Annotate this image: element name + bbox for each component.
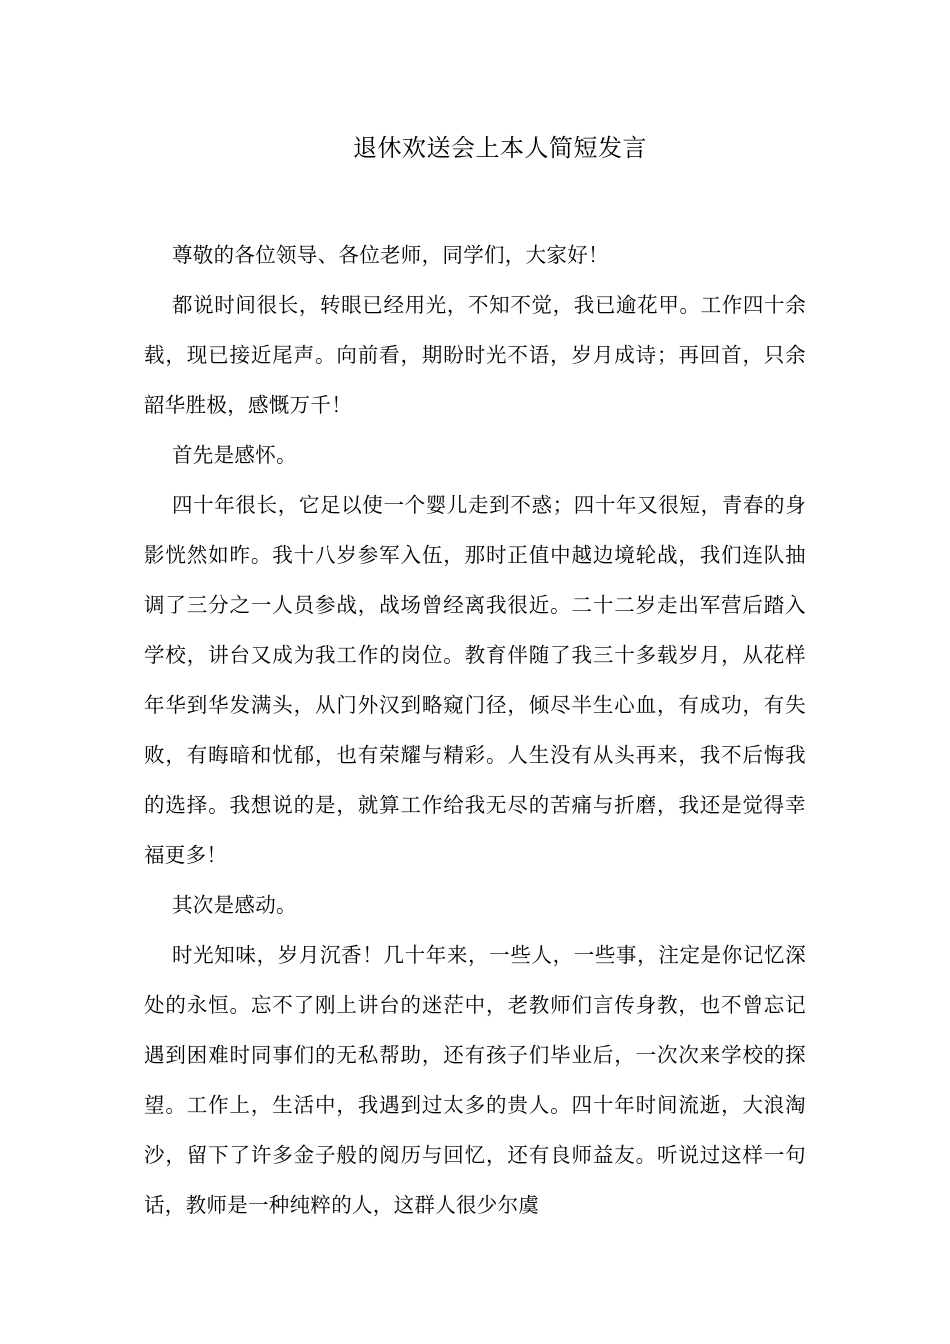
paragraph-gratitude: 时光知味，岁月沉香！几十年来，一些人，一些事，注定是你记忆深处的永恒。忘不了刚上讲台的迷茫中，老教师们言传身教，也不曾忘记遇到困难时同事们的无私帮助，还有孩子们毕业后，一次次来学校的探望。工作上，生活中，我遇到过太多的贵人。四十年时间流逝，大浪淘沙，留下了许多金子般的阅历与回忆，还有良师益友。听说过这样一句话，教师是一种纯粹的人，这群人很少尔虞 xyxy=(144,943,806,1217)
paragraph-reflection: 四十年很长，它足以使一个婴儿走到不惑；四十年又很短，青春的身影恍然如昨。我十八岁参军入伍，那时正值中越边境轮战，我们连队抽调了三分之一人员参战，战场曾经离我很近。二十二岁走出军营后踏入学校，讲台又成为我工作的岗位。教育伴随了我三十多载岁月，从花样年华到华发满头，从门外汉到略窥门径，倾尽半生心血，有成功，有失败，有晦暗和忧郁，也有荣耀与精彩。人生没有从头再来，我不后悔我的选择。我想说的是，就算工作给我无尽的苦痛与折磨，我还是觉得幸福更多！ xyxy=(144,493,806,867)
document-body xyxy=(144,230,806,1230)
paragraph-greeting: 尊敬的各位领导、各位老师，同学们，大家好！ xyxy=(172,243,609,267)
paragraph-heading-first: 首先是感怀。 xyxy=(172,443,297,467)
paragraph-heading-second: 其次是感动。 xyxy=(172,893,297,917)
paragraph-intro: 都说时间很长，转眼已经用光，不知不觉，我已逾花甲。工作四十余载，现已接近尾声。向前看，期盼时光不语，岁月成诗；再回首，只余韶华胜极，感慨万千！ xyxy=(144,293,806,417)
document-title: 退休欢送会上本人简短发言 xyxy=(353,134,647,162)
